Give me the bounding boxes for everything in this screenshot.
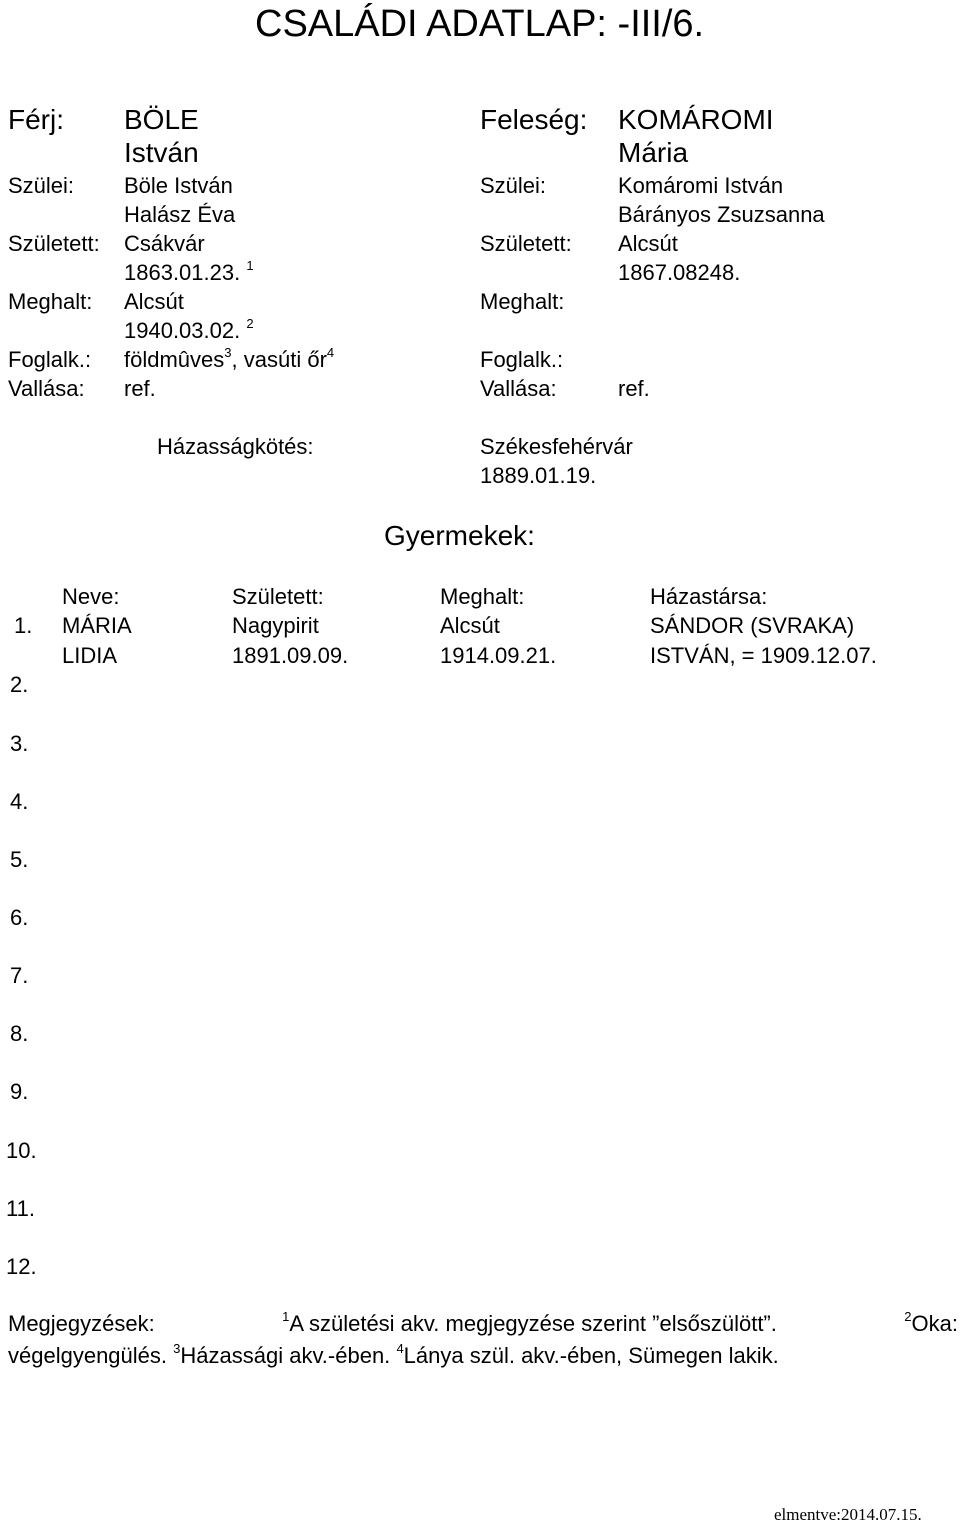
- wife-father: Komáromi István: [618, 173, 784, 198]
- wife-surname: KOMÁROMI: [618, 104, 774, 135]
- wife-born-label: Született:: [480, 231, 572, 256]
- child-died: Alcsút: [440, 613, 500, 638]
- note-2-text-a: Oka:: [911, 1311, 958, 1336]
- marriage-date: 1889.01.19.: [480, 463, 597, 488]
- husband-religion: ref.: [124, 376, 156, 401]
- note-4-mark: 4: [396, 1341, 404, 1356]
- notes-line-1: [8, 1309, 958, 1341]
- footnote-ref-3: 3: [224, 345, 232, 360]
- occupation-separator: ,: [231, 347, 244, 372]
- husband-died-label: Meghalt:: [8, 289, 93, 314]
- page-title: CSALÁDI ADATLAP: -III/6.: [255, 3, 705, 45]
- wife-born-date: 1867.08248.: [618, 260, 741, 285]
- husband-born-date: 1863.01.23.: [124, 260, 241, 285]
- husband-died-date-line: [124, 316, 254, 343]
- children-heading: Gyermekek:: [384, 520, 535, 551]
- note-1-text: A születési akv. megjegyzése szerint ”elsőszülött”.: [289, 1311, 777, 1336]
- husband-surname: BÖLE: [124, 104, 199, 135]
- row-number: 6.: [10, 905, 29, 930]
- note-2-text-b: végelgyengülés.: [8, 1343, 168, 1368]
- marriage-place: Székesfehérvár: [480, 434, 633, 459]
- wife-parents-label: Szülei:: [480, 173, 547, 198]
- row-number: 4.: [10, 789, 29, 814]
- footnote-ref-4: 4: [326, 345, 335, 360]
- note-1: [282, 1309, 777, 1341]
- wife-religion-label: Vallása:: [480, 376, 557, 401]
- wife-label: Feleség:: [480, 104, 588, 135]
- husband-occupation-label: Foglalk.:: [8, 347, 92, 372]
- row-number: 8.: [10, 1021, 29, 1046]
- husband-father: Böle István: [124, 173, 233, 198]
- child-name: LIDIA: [62, 643, 118, 668]
- column-header-died: Meghalt:: [440, 584, 525, 609]
- husband-died-date: 1940.03.02.: [124, 318, 241, 343]
- wife-mother: Bárányos Zsuzsanna: [618, 202, 825, 227]
- husband-given-name: István: [124, 137, 199, 168]
- row-number: 11.: [6, 1196, 35, 1221]
- child-name: MÁRIA: [62, 613, 132, 638]
- row-number: 7.: [10, 963, 29, 988]
- wife-religion: ref.: [618, 376, 650, 401]
- husband-label: Férj:: [8, 104, 64, 135]
- note-2-start: [904, 1309, 958, 1341]
- column-header-spouse: Házastársa:: [650, 584, 768, 609]
- husband-mother: Halász Éva: [124, 202, 236, 227]
- wife-born-place: Alcsút: [618, 231, 678, 256]
- husband-occupation-2: vasúti őr: [243, 347, 327, 372]
- row-number: 1.: [14, 613, 33, 638]
- husband-born-label: Született:: [8, 231, 100, 256]
- notes-label: Megjegyzések:: [8, 1311, 155, 1336]
- footnote-ref-1: 1: [246, 258, 254, 273]
- wife-given-name: Mária: [618, 137, 689, 168]
- husband-born-date-line: [124, 258, 254, 285]
- row-number: 9.: [10, 1079, 29, 1104]
- child-born: Nagypirit: [232, 613, 319, 638]
- husband-occupation: [124, 345, 335, 372]
- notes-line-2: [8, 1341, 958, 1373]
- husband-parents-label: Szülei:: [8, 173, 75, 198]
- column-header-born: Született:: [232, 584, 324, 609]
- child-spouse: SÁNDOR (SVRAKA): [650, 613, 855, 638]
- wife-occupation-label: Foglalk.:: [480, 347, 564, 372]
- husband-born-place: Csákvár: [124, 231, 205, 256]
- row-number: 2.: [10, 672, 29, 697]
- husband-religion-label: Vallása:: [8, 376, 85, 401]
- saved-date-footer: elmentve:2014.07.15.: [774, 1505, 922, 1524]
- husband-died-place: Alcsút: [124, 289, 184, 314]
- note-3-text: Házassági akv.-ében.: [180, 1343, 391, 1368]
- child-born: 1891.09.09.: [232, 643, 349, 668]
- note-3-mark: 3: [173, 1341, 181, 1356]
- marriage-label: Házasságkötés:: [157, 434, 314, 459]
- row-number: 5.: [10, 847, 29, 872]
- wife-died-label: Meghalt:: [480, 289, 565, 314]
- row-number: 10.: [6, 1138, 37, 1163]
- row-number: 3.: [10, 731, 29, 756]
- child-died: 1914.09.21.: [440, 643, 557, 668]
- note-2-mark: 2: [904, 1309, 912, 1324]
- column-header-name: Neve:: [62, 584, 120, 609]
- note-1-mark: 1: [282, 1309, 290, 1324]
- note-4-text: Lánya szül. akv.-ében, Sümegen lakik.: [403, 1343, 779, 1368]
- row-number: 12.: [6, 1254, 37, 1279]
- husband-occupation-1: földmûves: [124, 347, 225, 372]
- child-spouse: ISTVÁN, = 1909.12.07.: [650, 643, 877, 668]
- footnote-ref-2: 2: [246, 316, 254, 331]
- notes-section: [8, 1309, 958, 1373]
